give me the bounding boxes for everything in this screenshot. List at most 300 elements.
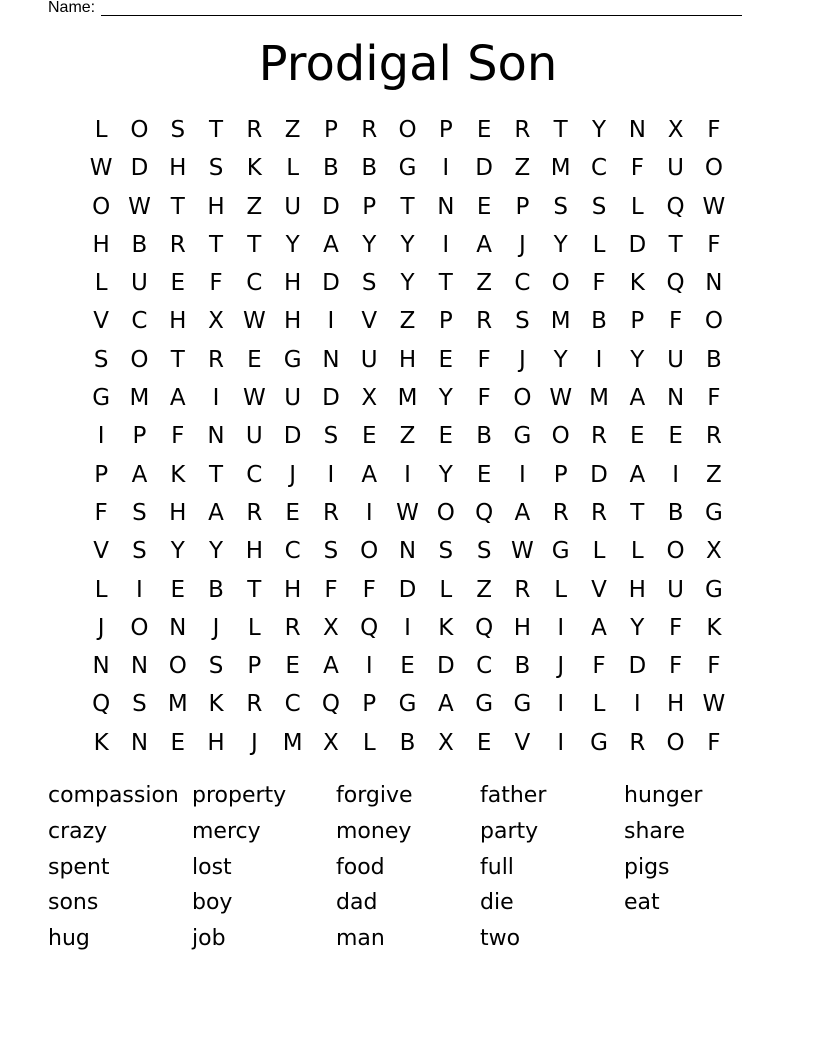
grid-letter: L [362,729,376,756]
grid-letter: H [513,614,532,641]
grid-letter: J [97,614,105,641]
grid-letter: S [208,155,224,182]
grid-letter: N [92,653,110,680]
grid-letter: N [705,270,723,297]
grid-letter: U [360,346,378,373]
grid-letter: D [475,155,493,182]
grid-letter: H [169,155,187,182]
grid-letter: D [590,461,608,488]
word-list-item: man [336,926,385,952]
word-list-item: hug [48,926,90,952]
grid-letter: S [438,538,454,565]
grid-letter: G [92,385,111,412]
grid-letter: P [362,193,377,220]
grid-letter: Y [400,231,415,258]
grid-letter: I [633,691,641,718]
grid-letter: T [438,270,453,297]
grid-letter: Q [475,499,494,526]
grid-letter: B [131,231,148,258]
name-field[interactable] [48,0,742,18]
word-list-item: job [192,926,226,952]
grid-letter: Z [246,193,263,220]
grid-letter: P [553,461,568,488]
grid-letter: I [97,423,105,450]
grid-letter: D [130,155,149,182]
grid-letter: Y [630,346,645,373]
grid-letter: B [476,423,492,450]
grid-letter: F [707,729,721,756]
grid-letter: E [170,576,186,603]
grid-letter: T [247,231,262,258]
grid-letter: T [209,461,224,488]
grid-letter: D [628,231,647,258]
word-list-item: two [480,926,521,952]
grid-letter: L [554,576,568,603]
grid-letter: J [250,729,258,756]
grid-letter: N [207,423,225,450]
grid-letter: H [628,576,646,603]
grid-letter: S [553,193,569,220]
word-search-grid [82,111,733,762]
grid-letter: G [398,155,417,182]
grid-letter: R [322,499,339,526]
grid-letter: W [396,499,419,526]
word-list-item: full [480,854,514,880]
grid-letter: A [131,461,148,488]
grid-letter: H [283,576,302,603]
grid-letter: C [131,308,148,335]
grid-letter: O [130,346,149,373]
word-list-item: spent [48,854,110,880]
grid-letter: G [590,729,608,756]
grid-letter: Z [284,117,301,143]
grid-letter: F [477,346,491,373]
grid-letter: O [130,117,149,143]
grid-letter: H [398,346,417,373]
grid-letter: H [283,270,302,297]
grid-letter: K [93,729,109,756]
grid-letter: M [550,155,571,182]
grid-letter: S [323,423,339,450]
grid-letter: P [247,653,262,680]
grid-letter: I [327,308,335,335]
grid-letter: G [551,538,570,565]
word-list-item: forgive [336,783,413,808]
grid-letter: K [208,691,224,718]
grid-letter: W [89,155,113,182]
grid-letter: S [132,499,147,526]
word-list-item: share [624,818,685,844]
grid-letter: R [169,231,186,258]
grid-letter: E [438,423,454,450]
grid-letter: N [130,729,149,756]
grid-letter: Z [399,308,416,335]
grid-letter: D [322,270,340,297]
grid-letter: S [132,538,147,565]
grid-letter: I [672,461,679,488]
grid-letter: C [284,538,301,565]
grid-letter: W [702,193,726,220]
grid-letter: E [476,461,492,488]
grid-letter: Q [360,614,379,641]
grid-letter: I [595,346,603,373]
grid-letter: R [246,691,263,718]
grid-letter: Y [591,117,607,143]
grid-letter: U [667,576,685,603]
grid-letter: P [515,193,530,220]
grid-letter: C [246,461,263,488]
name-label: Name: [48,0,96,16]
grid-letter: M [129,385,150,412]
grid-letter: L [592,691,606,718]
grid-letter: O [168,653,187,680]
grid-letter: U [667,155,685,182]
grid-letter: R [705,423,722,450]
grid-letter: F [171,423,185,450]
grid-letter: C [514,270,531,297]
grid-letter: T [553,117,568,143]
grid-letter: D [436,653,455,680]
grid-letter: E [630,423,645,450]
grid-letter: N [437,193,455,220]
grid-letter: F [362,576,376,603]
grid-letter: Y [170,538,185,565]
word-list-item: lost [192,854,232,880]
grid-letter: L [439,576,453,603]
grid-letter: S [515,308,530,335]
grid-letter: P [438,308,453,335]
grid-letter: U [667,346,685,373]
grid-letter: L [630,538,644,565]
word-list-item: mercy [192,818,261,844]
grid-letter: K [170,461,186,488]
grid-letter: E [170,270,186,297]
grid-letter: P [94,461,109,488]
word-list-item: food [336,854,385,880]
grid-letter: O [704,155,723,182]
grid-letter: F [707,231,721,258]
grid-letter: H [92,231,110,258]
grid-letter: P [362,691,377,718]
grid-letter: G [513,691,532,718]
grid-letter: O [666,729,685,756]
grid-letter: X [667,117,684,143]
grid-letter: C [246,270,263,297]
grid-letter: E [285,653,300,680]
grid-letter: L [286,155,300,182]
grid-letter: W [511,538,534,565]
grid-letter: I [136,576,143,603]
grid-letter: W [549,385,573,412]
grid-letter: Q [475,614,494,641]
grid-letter: A [514,499,531,526]
grid-letter: P [323,117,338,143]
grid-letter: Z [476,270,492,297]
grid-letter: F [592,653,606,680]
grid-letter: B [361,155,378,182]
word-list-item: compassion [48,783,179,808]
grid-letter: H [283,308,302,335]
grid-letter: B [667,499,684,526]
grid-letter: A [323,653,339,680]
grid-letter: A [208,499,224,526]
grid-letter: Y [553,346,568,373]
grid-letter: F [324,576,338,603]
word-list-item: party [480,818,539,844]
grid-letter: I [557,614,565,641]
grid-letter: R [591,423,607,450]
grid-letter: S [93,346,109,373]
page-title: Prodigal Son [258,36,558,92]
grid-letter: L [630,193,644,220]
grid-letter: D [283,423,302,450]
grid-letter: R [514,117,531,143]
grid-letter: S [361,270,377,297]
grid-letter: E [668,423,683,450]
grid-letter: F [94,499,108,526]
grid-letter: C [476,653,493,680]
grid-letter: X [323,614,339,641]
grid-letter: G [398,691,417,718]
grid-letter: R [361,117,378,143]
grid-letter: J [289,461,297,488]
word-list [48,778,768,957]
grid-letter: Y [438,461,453,488]
grid-letter: B [208,576,224,603]
word-list-item: die [480,890,514,916]
grid-letter: F [209,270,223,297]
grid-letter: T [400,193,415,220]
grid-letter: F [707,117,721,143]
grid-letter: T [630,499,645,526]
grid-letter: N [322,346,340,373]
grid-letter: Z [399,423,416,450]
grid-letter: Y [630,614,645,641]
grid-letter: Y [362,231,377,258]
grid-letter: E [285,499,300,526]
grid-letter: E [361,423,377,450]
grid-letter: O [436,499,455,526]
grid-letter: V [361,308,378,335]
grid-letter: A [591,614,607,641]
grid-letter: Y [400,270,415,297]
grid-letter: H [169,308,187,335]
grid-letter: F [630,155,644,182]
grid-letter: D [322,385,340,412]
grid-letter: I [442,155,450,182]
grid-letter: S [323,538,339,565]
grid-letter: L [94,117,108,143]
grid-letter: N [666,385,685,412]
grid-letter: K [629,270,645,297]
grid-letter: O [551,270,570,297]
grid-letter: U [284,193,302,220]
grid-letter: N [130,653,149,680]
grid-letter: V [93,308,110,335]
grid-letter: H [207,193,225,220]
grid-letter: Q [321,691,340,718]
grid-letter: R [591,499,607,526]
grid-letter: B [591,308,607,335]
word-list-item: crazy [48,818,108,844]
grid-letter: F [707,653,721,680]
grid-letter: V [93,538,110,565]
grid-letter: H [207,729,225,756]
grid-letter: O [360,538,379,565]
grid-letter: J [519,346,526,373]
grid-letter: X [208,308,224,335]
grid-letter: X [437,729,454,756]
grid-letter: I [557,691,565,718]
word-list-item: hunger [624,783,703,808]
grid-letter: H [666,691,685,718]
grid-letter: S [208,653,224,680]
grid-letter: X [706,538,722,565]
grid-letter: E [476,193,492,220]
grid-letter: C [590,155,608,182]
grid-letter: F [668,614,683,641]
grid-letter: T [170,346,185,373]
grid-letter: W [702,691,726,718]
grid-letter: D [322,193,340,220]
grid-letter: I [557,729,565,756]
grid-letter: G [475,691,494,718]
grid-letter: M [282,729,303,756]
grid-letter: R [284,614,301,641]
grid-letter: E [438,346,454,373]
grid-letter: B [514,653,531,680]
word-list-item: boy [192,890,233,916]
grid-letter: E [400,653,415,680]
grid-letter: P [438,117,453,143]
grid-letter: S [476,538,492,565]
grid-letter: P [630,308,645,335]
grid-letter: Z [706,461,722,488]
word-list-item: money [336,818,412,844]
grid-letter: S [132,691,147,718]
grid-letter: Z [514,155,531,182]
grid-letter: I [404,614,411,641]
grid-letter: E [247,346,262,373]
grid-letter: L [592,231,606,258]
name-underline[interactable] [101,0,742,16]
grid-letter: B [706,346,722,373]
grid-letter: J [557,653,565,680]
word-list-item: eat [624,890,660,916]
grid-letter: Y [553,231,568,258]
grid-letter: W [128,193,151,220]
grid-letter: C [284,691,301,718]
grid-letter: K [438,614,454,641]
grid-letter: I [327,461,335,488]
grid-letter: P [132,423,147,450]
grid-letter: G [704,499,723,526]
grid-letter: I [519,461,526,488]
grid-letter: F [668,308,683,335]
grid-letter: V [591,576,607,603]
grid-letter: R [246,499,263,526]
grid-letter: I [442,231,450,258]
word-list-item: dad [336,890,378,916]
grid-letter: R [246,117,263,143]
word-list-item: property [192,783,287,808]
grid-letter: G [283,346,302,373]
grid-letter: A [629,385,646,412]
grid-letter: X [361,385,378,412]
grid-letter: S [170,117,186,143]
grid-letter: H [245,538,263,565]
grid-letter: U [131,270,148,297]
grid-letter: M [167,691,188,718]
grid-letter: E [476,729,492,756]
grid-letter: Y [285,231,300,258]
grid-letter: T [209,231,224,258]
grid-letter: H [169,499,187,526]
grid-letter: U [245,423,263,450]
grid-letter: O [398,117,417,143]
grid-letter: E [170,729,186,756]
grid-letter: I [404,461,411,488]
grid-letter: U [284,385,302,412]
grid-letter: I [212,385,220,412]
grid-letter: F [707,385,721,412]
grid-letter: V [514,729,531,756]
grid-letter: R [476,308,493,335]
grid-letter: I [365,653,373,680]
grid-letter: O [551,423,570,450]
grid-letter: W [242,385,266,412]
grid-letter: A [437,691,454,718]
grid-letter: T [668,231,683,258]
grid-letter: F [592,270,606,297]
grid-letter: Q [666,270,685,297]
grid-letter: X [323,729,339,756]
grid-letter: O [130,614,149,641]
grid-letter: S [591,193,607,220]
grid-letter: R [552,499,569,526]
grid-letter: N [628,117,646,143]
grid-letter: F [668,653,683,680]
grid-letter: B [323,155,339,182]
grid-letter: L [247,614,261,641]
grid-letter: O [704,308,723,335]
grid-letter: M [397,385,418,412]
grid-letter: D [398,576,417,603]
grid-letter: T [209,117,224,143]
grid-letter: L [592,538,606,565]
grid-letter: O [666,538,685,565]
grid-letter: A [629,461,646,488]
grid-letter: J [519,231,526,258]
grid-letter: R [208,346,225,373]
grid-letter: R [629,729,646,756]
grid-letter: N [169,614,187,641]
grid-letter: G [513,423,532,450]
word-list-item: father [480,783,547,808]
grid-letter: Y [438,385,453,412]
grid-letter: T [170,193,185,220]
word-list-item: pigs [624,854,670,880]
grid-letter: A [476,231,492,258]
grid-letter: G [704,576,723,603]
grid-letter: L [94,576,108,603]
grid-letter: O [92,193,111,220]
grid-letter: A [169,385,186,412]
grid-letter: O [513,385,532,412]
grid-letter: W [242,308,266,335]
grid-letter: K [706,614,722,641]
grid-letter: Y [209,538,224,565]
